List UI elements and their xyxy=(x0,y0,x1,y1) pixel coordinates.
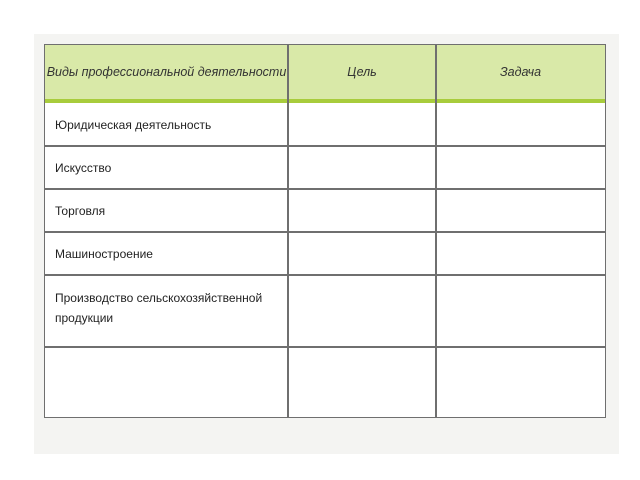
row-divider xyxy=(45,145,605,147)
table-row-label: Производство сельскохозяйственной продукции xyxy=(55,291,263,325)
row-divider xyxy=(45,274,605,276)
row-divider xyxy=(45,231,605,233)
table-row-label: Торговля xyxy=(55,204,106,218)
table-row-label: Искусство xyxy=(55,161,112,175)
table-row-label: Юридическая деятельность xyxy=(55,118,212,132)
activities-table xyxy=(44,44,606,418)
table-header xyxy=(45,45,605,103)
header-task: Задача xyxy=(499,65,542,79)
table-row-label: Машиностроение xyxy=(55,247,153,261)
header-goal: Цель xyxy=(347,65,377,79)
header-activity-types: Виды профессиональной деятельности xyxy=(46,65,287,79)
row-divider xyxy=(45,188,605,190)
row-divider xyxy=(45,346,605,348)
